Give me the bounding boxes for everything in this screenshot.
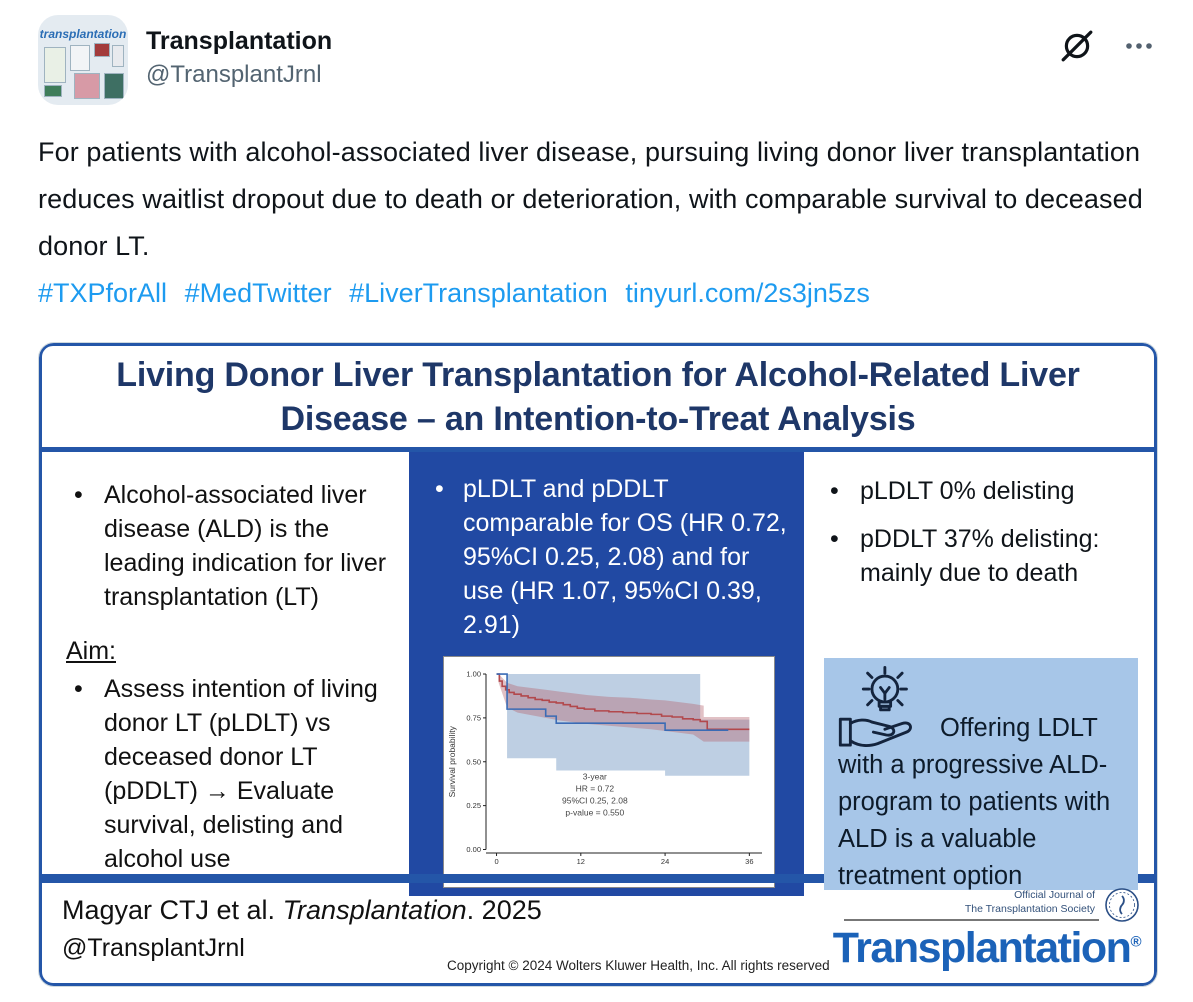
author-name[interactable]: Transplantation	[146, 27, 333, 55]
svg-text:1.00: 1.00	[466, 669, 481, 679]
background-bullet: • Alcohol-associated liver disease (ALD) is the leading indication for liver transplantation (LT)	[64, 478, 391, 614]
background-column	[42, 452, 409, 896]
svg-text:0.50: 0.50	[466, 757, 481, 767]
tweet-media-image[interactable]	[38, 342, 1158, 987]
footer-handle: @TransplantJrnl	[62, 934, 245, 962]
copyright-text: Copyright © 2024 Wolters Kluwer Health, Inc. All rights reserved	[447, 958, 830, 973]
svg-text:95%CI 0.25, 2.08: 95%CI 0.25, 2.08	[562, 795, 628, 806]
tweet-links	[38, 270, 1160, 317]
delisting-bullet-pldlt: • pLDLT 0% delisting	[820, 474, 1140, 508]
svg-text:12: 12	[576, 857, 585, 867]
conclusion-box	[824, 658, 1138, 890]
hashtag-medtwitter[interactable]: #MedTwitter	[184, 278, 332, 308]
svg-text:0.75: 0.75	[466, 713, 481, 723]
header-actions	[1060, 15, 1160, 63]
delisting-column	[804, 452, 1154, 896]
svg-text:Survival probability: Survival probability	[447, 726, 457, 798]
infographic-footer	[42, 883, 1154, 983]
svg-text:3-year: 3-year	[582, 771, 607, 782]
author-handle[interactable]: @TransplantJrnl	[146, 60, 322, 88]
grok-icon[interactable]	[1060, 29, 1094, 63]
avatar-journal-title: transplantation	[39, 27, 127, 41]
results-bullet: • pLDLT and pDDLT comparable for OS (HR 0.72, 95%CI 0.25, 2.08) and for use (HR 1.07, 95%CI 0.39, 2.91)	[423, 472, 792, 642]
hashtag-txpforall[interactable]: #TXPforAll	[38, 278, 168, 308]
logo-wordmark: Transplantation®	[832, 924, 1140, 972]
svg-text:24: 24	[660, 857, 670, 867]
infographic-title: Living Donor Liver Transplantation for Alcohol-Related Liver Disease – an Intention-to-Treat Analysis	[116, 356, 1080, 438]
infographic-columns	[42, 452, 1154, 891]
delisting-bullet-pddlt: • pDDLT 37% delisting: mainly due to death	[820, 522, 1140, 590]
conclusion-text: Offering LDLT with a progressive ALD-program to patients with ALD is a valuable treatment option	[838, 714, 1111, 891]
svg-text:0.25: 0.25	[466, 801, 481, 811]
citation: Magyar CTJ et al. Transplantation. 2025	[62, 895, 542, 925]
svg-text:0: 0	[494, 857, 499, 867]
hashtag-livertransplantation[interactable]: #LiverTransplantation	[349, 278, 608, 308]
tweet-text: For patients with alcohol-associated liver disease, pursuing living donor liver transplantation reduces waitlist dropout due to death or deterioration, with comparable survival to deceased donor LT.	[38, 137, 1143, 261]
logo-tagline: Official Journal of The Transplantation Society	[844, 889, 1099, 921]
aim-bullet: • Assess intention of living donor LT (pLDLT) vs deceased donor LT (pDDLT) → Evaluate survival, delisting and alcohol use	[64, 672, 391, 876]
author-block	[146, 15, 332, 91]
more-icon[interactable]	[1124, 41, 1154, 51]
svg-text:p-value = 0.550: p-value = 0.550	[565, 807, 625, 818]
svg-text:HR = 0.72: HR = 0.72	[575, 783, 615, 794]
svg-text:36: 36	[745, 857, 754, 867]
avatar[interactable]	[38, 15, 128, 105]
svg-text:0.00: 0.00	[466, 845, 481, 855]
society-seal-icon	[1104, 887, 1140, 923]
results-column	[409, 452, 804, 896]
tweet-header	[38, 15, 1160, 105]
km-survival-chart	[443, 656, 775, 888]
aim-label: Aim:	[66, 637, 116, 666]
tinyurl-link[interactable]: tinyurl.com/2s3jn5zs	[625, 278, 870, 308]
journal-logo	[833, 887, 1140, 972]
idea-hand-icon	[836, 666, 928, 758]
infographic	[39, 343, 1157, 986]
